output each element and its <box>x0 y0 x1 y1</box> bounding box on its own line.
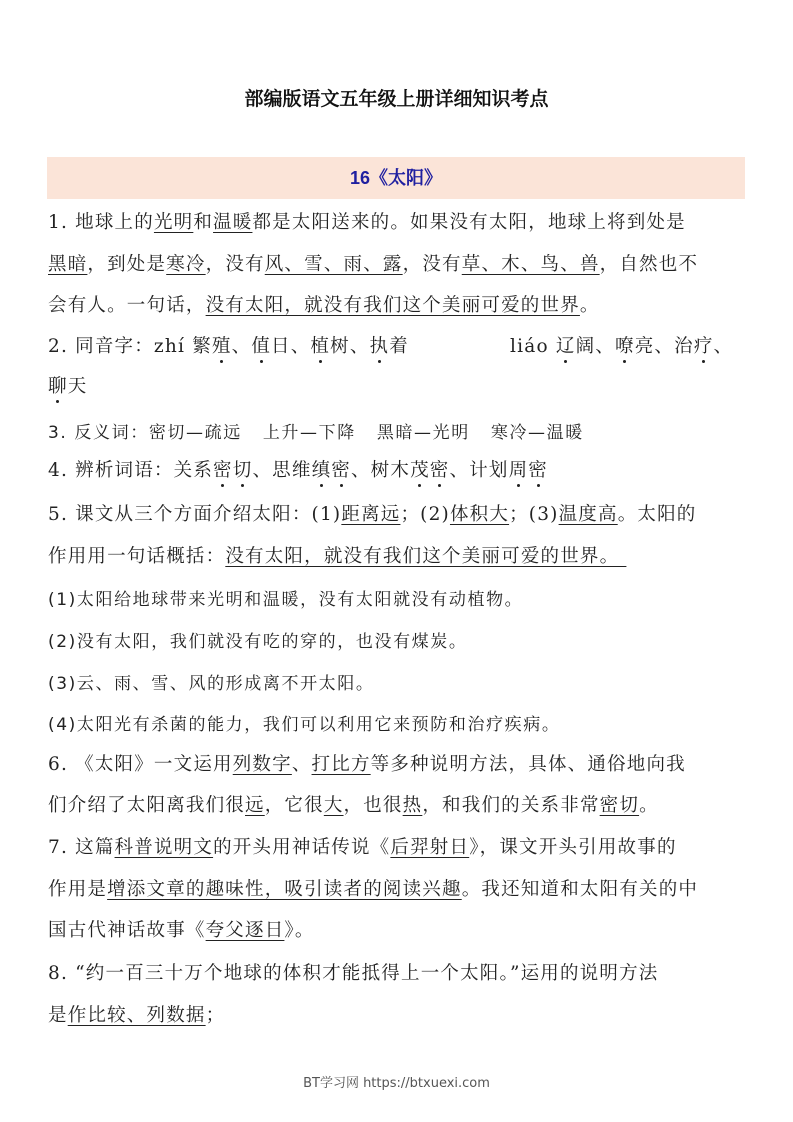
text: liáo <box>510 336 556 357</box>
underlined-answer: 大 <box>323 795 344 816</box>
underlined-answer: 远 <box>245 795 265 816</box>
text: 。我还知道和太阳有关的中 <box>461 879 699 900</box>
text: ，没有 <box>402 254 462 275</box>
text: 作用用一句话概括： <box>48 546 226 567</box>
text: 天 <box>67 376 88 397</box>
text: 5. 课文从三个方面介绍太阳：(1) <box>48 504 342 525</box>
text: 的开头用神话传说《 <box>213 837 391 858</box>
text: 树、 <box>330 336 370 357</box>
item-7-line-2 <box>48 875 698 901</box>
underlined-answer: 黑暗 <box>48 254 88 275</box>
item-5-sub-2: (2)没有太阳，我们就没有吃的穿的，也没有煤炭。 <box>48 632 468 652</box>
item-5-line-1 <box>48 500 697 526</box>
underlined-answer: 温度高 <box>558 504 618 525</box>
underlined-answer: 寒冷 <box>166 254 206 275</box>
item-8-line-2 <box>48 1001 225 1027</box>
underlined-answer: 夸父逐日 <box>205 920 285 941</box>
item-2-line-2 <box>48 372 87 398</box>
text: 阔、 <box>575 336 615 357</box>
text: ；(2) <box>400 504 450 525</box>
text: 7. 这篇 <box>48 837 115 858</box>
item-5-line-2 <box>48 542 626 568</box>
text: 日、 <box>271 336 311 357</box>
item-7-line-3 <box>48 916 315 942</box>
text: 、 <box>713 336 734 357</box>
underlined-answer: 草、木、鸟、兽 <box>461 254 600 275</box>
section-header-band <box>47 157 745 199</box>
underlined-answer: 没有太阳，就没有我们这个美丽可爱的世界 <box>205 295 580 316</box>
underlined-answer: 作比较、列数据 <box>67 1005 206 1026</box>
underlined-answer: 体积大 <box>449 504 510 525</box>
emphasis-char: 聊 <box>48 372 68 398</box>
text: 是 <box>48 1005 68 1026</box>
text: ； <box>205 1005 226 1026</box>
underlined-answer: 光明 <box>153 212 194 233</box>
text: ，自然也不 <box>599 254 699 275</box>
item-2-line-1 <box>48 332 409 358</box>
underlined-answer: 风、雪、雨、露 <box>264 254 403 275</box>
item-8-line-1: 8. “约一百三十万个地球的体积才能抵得上一个太阳。”运用的说明方法 <box>48 963 659 984</box>
item-4 <box>48 456 548 482</box>
item-6-line-1 <box>48 750 686 776</box>
text: 。 <box>579 295 600 316</box>
text: 2. 同音字：zhí 繁 <box>48 336 212 357</box>
emphasis-char: 密 <box>528 456 548 482</box>
text: 着 <box>389 336 409 357</box>
item-5-sub-1: (1)太阳给地球带来光明和温暖，没有太阳就没有动植物。 <box>48 590 524 610</box>
text: 、计划 <box>449 460 509 481</box>
emphasis-char: 殖 <box>212 332 232 358</box>
text: 国古代神话故事《 <box>48 920 206 941</box>
text: 会有人。一句话， <box>48 295 206 316</box>
text: ，到处是 <box>87 254 167 275</box>
item-1-line-3 <box>48 291 600 317</box>
text: 们介绍了太阳离我们很 <box>48 795 246 816</box>
underlined-answer: 列数字 <box>232 754 292 775</box>
text: 6. 《太阳》一文运用 <box>48 754 233 775</box>
item-2-liao-group <box>510 332 733 358</box>
text: 等多种说明方法，具体、通俗地向我 <box>370 754 686 775</box>
underlined-answer: 增添文章的趣味性，吸引读者的阅读兴趣 <box>107 879 462 900</box>
text: 都是太阳送来的。如果没有太阳，地球上将到处是 <box>252 212 686 233</box>
text: ，也很 <box>343 795 403 816</box>
text: ，没有 <box>205 254 265 275</box>
text: 作用是 <box>48 879 108 900</box>
text: 》，课文开头引用故事的 <box>469 837 677 858</box>
emphasis-char: 周 <box>509 456 529 482</box>
text: 1. 地球上的 <box>48 212 154 233</box>
text: ，和我们的关系非常 <box>422 795 600 816</box>
emphasis-char: 疗 <box>694 332 714 358</box>
text: 、 <box>291 754 312 775</box>
text: 。太阳的 <box>617 504 697 525</box>
item-1-line-2 <box>48 250 698 276</box>
text: ，它很 <box>264 795 324 816</box>
emphasis-char: 密 <box>213 456 233 482</box>
item-1-line-1 <box>48 208 686 234</box>
underlined-answer: 科普说明文 <box>114 837 214 858</box>
text: 、树木 <box>350 460 411 481</box>
text: 亮、治 <box>634 336 694 357</box>
text: 和 <box>193 212 214 233</box>
section-header: 16《太阳》 <box>349 168 443 188</box>
emphasis-char: 嘹 <box>615 332 635 358</box>
text: 、思维 <box>252 460 312 481</box>
footer-watermark: BT学习网 https://btxuexi.com <box>303 1076 490 1091</box>
text: 4. 辨析词语：关系 <box>48 460 214 481</box>
emphasis-char: 切 <box>233 456 253 482</box>
emphasis-char: 茂 <box>410 456 430 482</box>
emphasis-char: 值 <box>251 332 271 358</box>
text: 》。 <box>284 920 315 941</box>
emphasis-char: 密 <box>430 456 450 482</box>
emphasis-char: 辽 <box>556 332 576 358</box>
item-6-line-2 <box>48 791 659 817</box>
emphasis-char: 植 <box>310 332 330 358</box>
emphasis-char: 缜 <box>312 456 332 482</box>
item-7-line-1 <box>48 833 677 859</box>
item-5-sub-4: (4)太阳光有杀菌的能力，我们可以利用它来预防和治疗疾病。 <box>48 715 561 735</box>
text: 。 <box>639 795 659 816</box>
underlined-answer: 温暖 <box>213 212 253 233</box>
underlined-answer: 后羿射日 <box>390 837 470 858</box>
emphasis-char: 密 <box>331 456 351 482</box>
underlined-answer: 距离远 <box>341 504 401 525</box>
underlined-answer: 热 <box>402 795 423 816</box>
text: 、 <box>231 336 252 357</box>
underlined-answer: 打比方 <box>311 754 371 775</box>
underlined-answer: 密切 <box>599 795 640 816</box>
emphasis-char: 执 <box>370 332 390 358</box>
document-title: 部编版语文五年级上册详细知识考点 <box>244 89 549 110</box>
text: ；(3) <box>509 504 559 525</box>
item-5-sub-3: (3)云、雨、雪、风的形成离不开太阳。 <box>48 674 375 694</box>
item-3: 3. 反义词：密切—疏远 上升—下降 黑暗—光明 寒冷—温暖 <box>48 423 584 443</box>
underlined-answer: 没有太阳，就没有我们这个美丽可爱的世界。 <box>225 546 627 567</box>
